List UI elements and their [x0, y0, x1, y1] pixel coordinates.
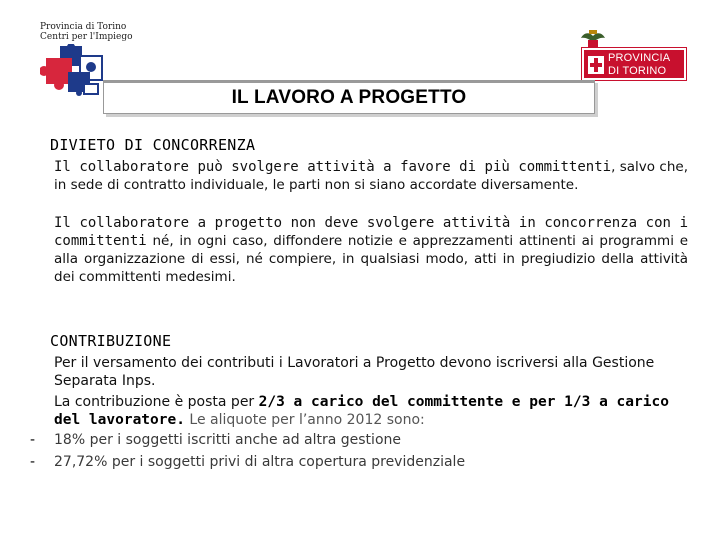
cross-icon — [588, 56, 604, 74]
badge-line-1: PROVINCIA — [608, 52, 671, 64]
provincia-logo-text — [40, 22, 133, 42]
logo-line-1: Provincia di Torino — [40, 22, 127, 32]
paragraph-text: né, in ogni caso, diffondere notizie e apprezzamenti attinenti ai programmi e alla organizzazione di essi, né compiere, in qualsiasi modo, atti in pregiudizio della attività dei committenti medesimi. — [54, 233, 688, 285]
paragraph-emphasis: Il collaboratore a progetto non deve svolgere attività in concorrenza con i committenti — [54, 215, 688, 249]
paragraph-text: La contribuzione è posta per — [54, 394, 259, 410]
section-heading-contribuzione: CONTRIBUZIONE — [50, 332, 172, 350]
paragraph-text-end: Le aliquote per l’anno 2012 sono: — [184, 412, 425, 428]
paragraph-bold: 2/3 a carico del committente e per 1/3 a carico del lavoratore. — [54, 394, 669, 428]
provincia-badge — [582, 48, 686, 80]
list-item: 18% per i soggetti iscritti anche ad altra gestione — [54, 432, 401, 448]
bullet-marker: - — [30, 454, 36, 470]
paragraph-contribuzione-1 — [48, 354, 688, 390]
paragraph-contribuzione-2 — [48, 393, 688, 429]
page-title: IL LAVORO A PROGETTO — [231, 87, 467, 108]
provincia-di-torino-logo — [578, 28, 686, 82]
list-item: 27,72% per i soggetti privi di altra copertura previdenziale — [54, 454, 466, 470]
paragraph-text: Per il versamento dei contributi i Lavoratori a Progetto devono iscriversi alla Gestione Separata Inps. — [54, 355, 655, 389]
paragraph-divieto-1 — [54, 158, 688, 194]
puzzle-logo-icon — [40, 44, 104, 96]
bullet-marker: - — [30, 432, 36, 448]
paragraph-text: , salvo che, in sede di contratto individuale, le parti non si siano accordate diversamente. — [54, 159, 688, 193]
title-box — [103, 80, 595, 114]
logo-line-2: Centri per l'Impiego — [40, 32, 133, 42]
section-heading-divieto: DIVIETO DI CONCORRENZA — [50, 136, 256, 154]
paragraph-emphasis: Il collaboratore può svolgere attività a favore di più committenti — [54, 159, 612, 175]
badge-line-2: DI TORINO — [608, 65, 667, 77]
paragraph-divieto-2 — [54, 214, 688, 286]
